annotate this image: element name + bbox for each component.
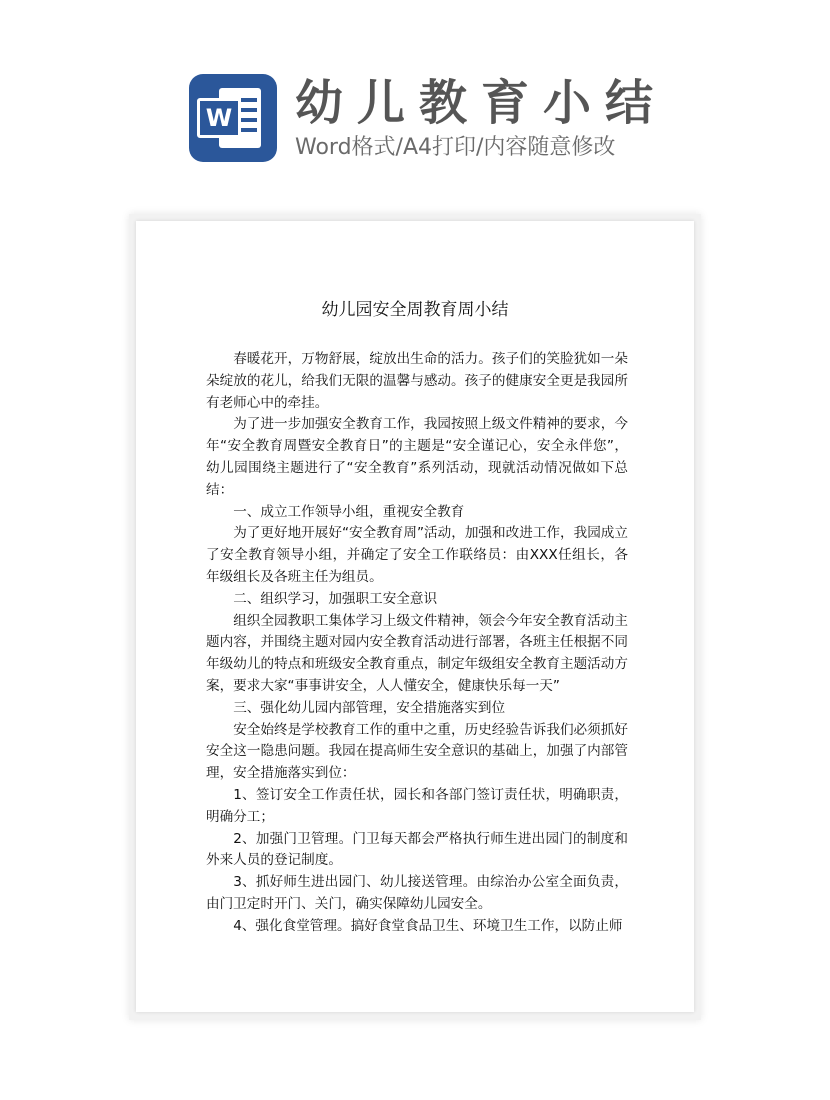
list-item: 3、抓好师生进出园门、幼儿接送管理。由综治办公室全面负责，由门卫定时开门、关门，确实保障幼儿园安全。 [206,874,628,912]
paragraph: 为了更好地开展好“安全教育周”活动，加强和改进工作，我园成立了安全教育领导小组，并确定了安全工作联络员：由XXX任组长，各年级组长及各班主任为组员。 [206,525,628,585]
paragraph: 为了进一步加强安全教育工作，我园按照上级文件精神的要求，今年“安全教育周暨安全教育日”的主题是“安全谨记心，安全永伴您”，幼儿园围绕主题进行了“安全教育”系列活动，现就活动情况做如下总结： [206,416,628,498]
page-title: 幼儿教育小结 [295,75,668,131]
paragraph: 春暖花开，万物舒展，绽放出生命的活力。孩子们的笑脸犹如一朵朵绽放的花儿，给我们无限的温馨与感动。孩子的健康安全更是我园所有老师心中的牵挂。 [206,351,628,411]
list-item: 2、加强门卫管理。门卫每天都会严格执行师生进出园门的制度和外来人员的登记制度。 [206,830,628,869]
paragraph: 安全始终是学校教育工作的重中之重，历史经验告诉我们必须抓好安全这一隐患问题。我园在提高师生安全意识的基础上，加强了内部管理，安全措施落实到位： [206,721,628,782]
word-logo-icon [189,74,277,162]
document-title: 幼儿园安全周教育周小结 [321,300,509,320]
section-heading: 三、强化幼儿园内部管理，安全措施落实到位 [233,699,506,716]
header [189,72,668,164]
page-subtitle: Word格式/A4打印/内容随意修改 [295,135,616,160]
paragraph: 组织全园教职工集体学习上级文件精神，领会今年安全教育活动主题内容，并围绕主题对园内安全教育活动进行部署，各班主任根据不同年级幼儿的特点和班级安全教育重点，制定年级组安全教育主题活动方案，要求大家“事事讲安全，人人懂安全，健康快乐每一天” [206,612,628,694]
word-line [241,98,257,102]
list-item: 4、强化食堂管理。搞好食堂食品卫生、环境卫生工作，以防止师 [233,917,623,934]
word-line [241,118,257,122]
document-body [206,349,628,938]
word-logo-letter: W [205,104,233,132]
word-line [241,108,257,112]
list-item: 1、签订安全工作责任状，园长和各部门签订责任状，明确职责，明确分工； [206,786,628,825]
word-line [241,128,257,132]
document-page [136,221,694,1012]
section-heading: 一、成立工作领导小组，重视安全教育 [233,503,465,520]
section-heading: 二、组织学习，加强职工安全意识 [233,590,438,607]
